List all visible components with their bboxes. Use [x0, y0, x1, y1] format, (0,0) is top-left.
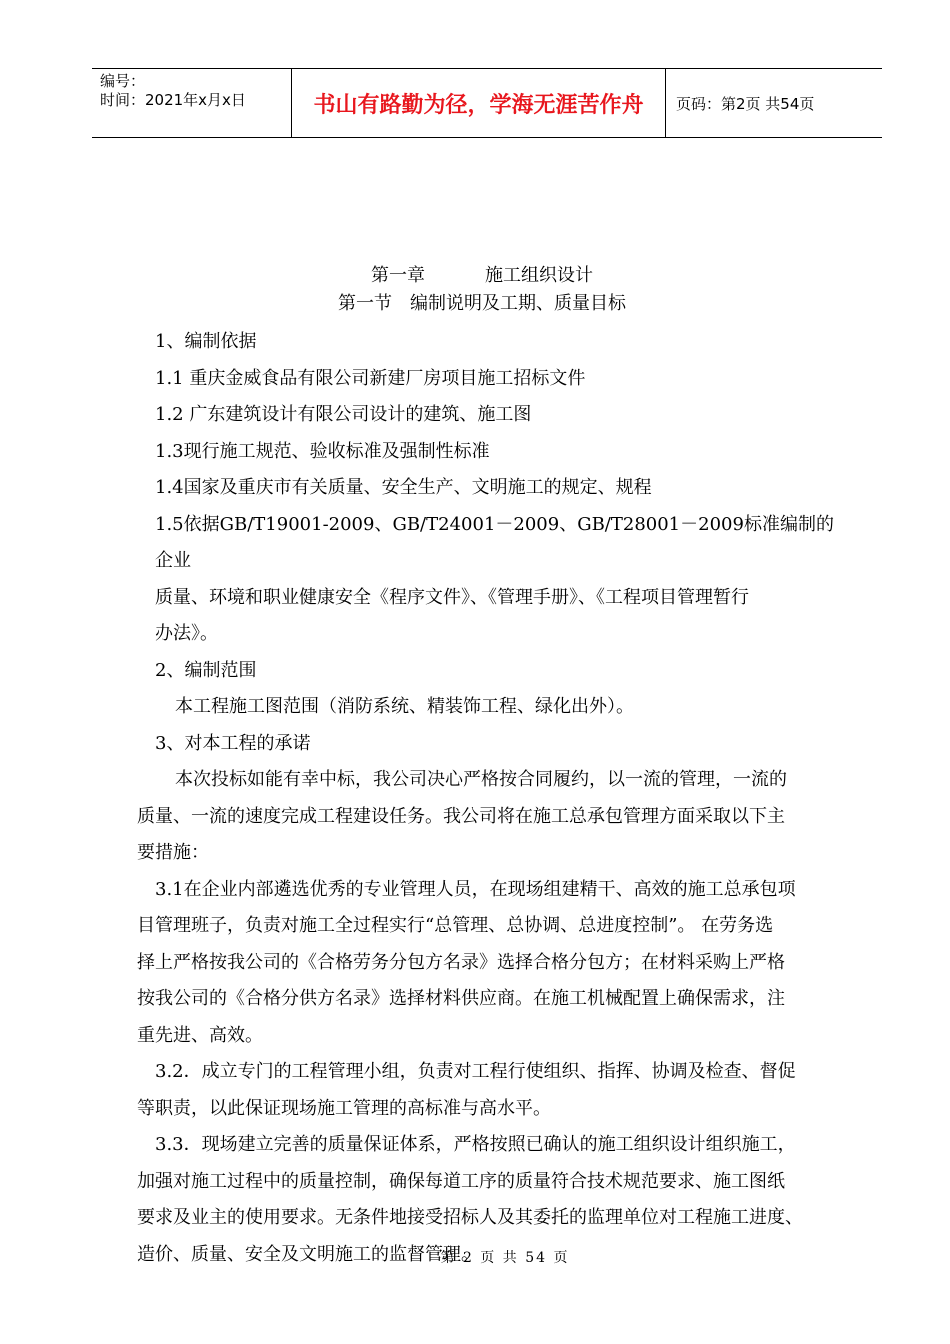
basis-item-1: 1.1 重庆金威食品有限公司新建厂房项目施工招标文件: [155, 367, 586, 389]
measure-3-2-line2: 等职责，以此保证现场施工管理的高标准与高水平。: [137, 1097, 551, 1119]
chapter-title: [127, 262, 837, 290]
page-footer: 第 2 页 共 54 页: [440, 1250, 570, 1266]
chapter-name: 施工组织设计: [485, 265, 593, 286]
basis-item-5-line2: 质量、环境和职业健康安全《程序文件》、《管理手册》、《工程项目管理暂行: [155, 586, 749, 608]
commitment-line3: 要措施：: [137, 842, 209, 863]
measure-3-3-line2: 加强对施工过程中的质量控制，确保每道工序的质量符合技术规范要求、施工图纸: [137, 1170, 785, 1192]
measure-3-1-line2: 目管理班子，负责对施工全过程实行“总管理、总协调、总进度控制”。 在劳务选: [137, 915, 774, 936]
section-number: 第一节: [338, 293, 392, 314]
measure-3-2-line1: 3.2．成立专门的工程管理小组，负责对工程行使组织、指挥、协调及检查、督促: [155, 1061, 796, 1082]
basis-item-4: 1.4国家及重庆市有关质量、安全生产、文明施工的规定、规程: [155, 477, 652, 498]
section-name: 编制说明及工期、质量目标: [410, 293, 626, 314]
commitment-line2: 质量、一流的速度完成工程建设任务。我公司将在施工总承包管理方面采取以下主: [137, 805, 785, 827]
measure-3-3-line1: 3.3．现场建立完善的质量保证体系，严格按照已确认的施工组织设计组织施工，: [155, 1134, 796, 1155]
serial-number-label: 编号：: [100, 72, 146, 90]
heading-scope: 2、编制范围: [155, 659, 257, 681]
heading-basis: 1、编制依据: [155, 331, 257, 352]
header-meta: [92, 69, 292, 137]
basis-item-5-line3: 办法》。: [155, 623, 218, 644]
basis-item-2: 1.2 广东建筑设计有限公司设计的建筑、施工图: [155, 404, 532, 425]
basis-item-3: 1.3现行施工规范、验收标准及强制性标准: [155, 440, 490, 462]
scope-text: 本工程施工图范围（消防系统、精装饰工程、绿化出外）。: [175, 696, 634, 717]
header-page-info: 页码：第2页 共54页: [676, 94, 815, 113]
page-header: [92, 68, 882, 138]
heading-commitment: 3、对本工程的承诺: [155, 732, 311, 754]
header-motto: 书山有路勤为径，学海无涯苦作舟: [292, 69, 666, 137]
measure-3-1-line5: 重先进、高效。: [137, 1024, 263, 1046]
measure-3-3-line3: 要求及业主的使用要求。无条件地接受招标人及其委托的监理单位对工程施工进度、: [137, 1207, 803, 1228]
document-body: [137, 262, 837, 1273]
measure-3-3-line4: 造价、质量、安全及文明施工的监督管理。: [137, 1243, 479, 1265]
measure-3-1-line1: 3.1在企业内部遴选优秀的专业管理人员，在现场组建精干、高效的施工总承包项: [155, 878, 796, 900]
date-line: 时间：2021年x月x日: [100, 91, 246, 109]
commitment-line1: 本次投标如能有幸中标，我公司决心严格按合同履约，以一流的管理，一流的: [175, 769, 787, 790]
section-title: [127, 290, 837, 318]
chapter-number: 第一章: [371, 265, 425, 286]
basis-item-5-line1: 1.5依据GB/T19001-2009、GB/T24001－2009、GB/T28001－2009标准编制的企业: [155, 513, 834, 571]
measure-3-1-line3: 择上严格按我公司的《合格劳务分包方名录》选择合格分包方；在材料采购上严格: [137, 951, 785, 973]
measure-3-1-line4: 按我公司的《合格分供方名录》选择材料供应商。在施工机械配置上确保需求，注: [137, 988, 785, 1009]
